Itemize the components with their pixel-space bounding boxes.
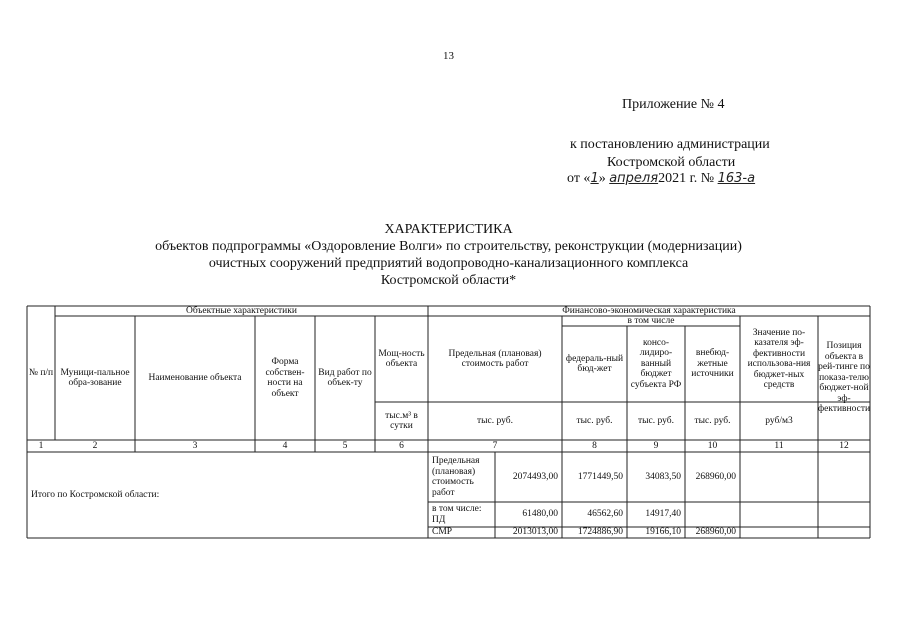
unit-consolidated: тыс. руб. bbox=[638, 415, 674, 426]
col-ownership-header: Форма собствен-ности на объект bbox=[265, 357, 305, 399]
appendix-to: к постановлению администрации bbox=[570, 137, 770, 152]
col-number: 3 bbox=[192, 440, 198, 451]
unit-capacity: тыс.м³ в сутки bbox=[385, 410, 418, 431]
unit-federal: тыс. руб. bbox=[576, 415, 613, 426]
unit-extra: тыс. руб. bbox=[694, 415, 731, 426]
col-consolidated-header: консо-лидиро-ванный бюджет субъекта РФ bbox=[630, 337, 682, 390]
col-number: 11 bbox=[774, 440, 784, 451]
cell-consolidated: 34083,50 bbox=[645, 471, 681, 482]
unit-indicator: руб/м3 bbox=[765, 415, 793, 426]
col-rank-header: Позиция объекта в рей-тинге по показа-телю бюджет-ной эф-фективности bbox=[817, 341, 871, 415]
col-number: 7 bbox=[492, 440, 498, 451]
date-mid: » bbox=[598, 171, 606, 186]
row-label: СМР bbox=[432, 527, 453, 538]
col-number: 12 bbox=[839, 440, 849, 451]
appendix-region: Костромской области bbox=[607, 155, 736, 170]
col-federal-header: федераль-ный бюд-жет bbox=[565, 353, 624, 374]
group-finance-header: Финансово-экономическая характеристика bbox=[562, 305, 736, 316]
cell-consolidated: 14917,40 bbox=[645, 509, 681, 520]
heading-title: ХАРАКТЕРИСТИКА bbox=[384, 222, 513, 237]
col-municipality-header: Муници-пальное обра-зование bbox=[60, 367, 130, 388]
cell-cost: 2074493,00 bbox=[512, 471, 558, 482]
row-label: в том числе: ПД bbox=[432, 504, 482, 525]
row-label: Предельная (плановая) стоимость работ bbox=[432, 456, 480, 498]
cell-federal: 1771449,50 bbox=[577, 471, 623, 482]
cell-federal: 1724886,90 bbox=[577, 527, 623, 538]
cell-cost: 2013013,00 bbox=[512, 527, 558, 538]
total-label: Итого по Костромской области: bbox=[31, 489, 160, 500]
col-number: 8 bbox=[592, 440, 597, 451]
appendix-title: Приложение № 4 bbox=[622, 97, 725, 112]
cell-extra: 268960,00 bbox=[695, 471, 736, 482]
col-capacity-header: Мощ-ность объекта bbox=[378, 348, 425, 369]
col-number: 10 bbox=[707, 440, 718, 451]
cell-cost: 61480,00 bbox=[522, 509, 558, 520]
unit-cost: тыс. руб. bbox=[477, 415, 513, 426]
date-number: 163-а bbox=[717, 171, 756, 186]
col-number: 9 bbox=[653, 440, 659, 451]
col-number: 1 bbox=[38, 440, 44, 451]
date-day: 1 bbox=[590, 171, 599, 186]
date-year: 2021 г. № bbox=[658, 171, 715, 186]
heading-line-3: Костромской области* bbox=[380, 273, 517, 288]
page-number: 13 bbox=[443, 50, 454, 62]
date-month: апреля bbox=[609, 171, 659, 186]
col-number: 5 bbox=[342, 440, 348, 451]
date-prefix: от « bbox=[567, 171, 591, 186]
cell-extra: 268960,00 bbox=[695, 527, 736, 538]
group-object-header: Объектные характеристики bbox=[186, 305, 297, 316]
col-extra-header: внебюд-жетные источники bbox=[691, 348, 734, 380]
col-number: 2 bbox=[92, 440, 98, 451]
sub-including-header: в том числе bbox=[627, 315, 675, 326]
col-number: 6 bbox=[399, 440, 404, 451]
col-name-header: Наименование объекта bbox=[148, 372, 242, 383]
col-number: 4 bbox=[282, 440, 288, 451]
heading-line-1: объектов подпрограммы «Оздоровление Волги» по строительству, реконструкции (модернизации) bbox=[155, 239, 742, 254]
col-cost-header: Предельная (плановая) стоимость работ bbox=[448, 348, 542, 369]
col-indicator-header: Значение по-казателя эф-фективности использова-ния бюджет-ных средств bbox=[747, 327, 811, 390]
cell-federal: 46562,60 bbox=[587, 509, 623, 520]
col-no-header: № п/п bbox=[28, 367, 54, 378]
col-work-header: Вид работ по объек-ту bbox=[318, 367, 372, 388]
cell-extra bbox=[685, 502, 740, 527]
heading-line-2: очистных сооружений предприятий водопроводно-канализационного комплекса bbox=[208, 256, 689, 271]
cell-consolidated: 19166,10 bbox=[645, 527, 681, 538]
